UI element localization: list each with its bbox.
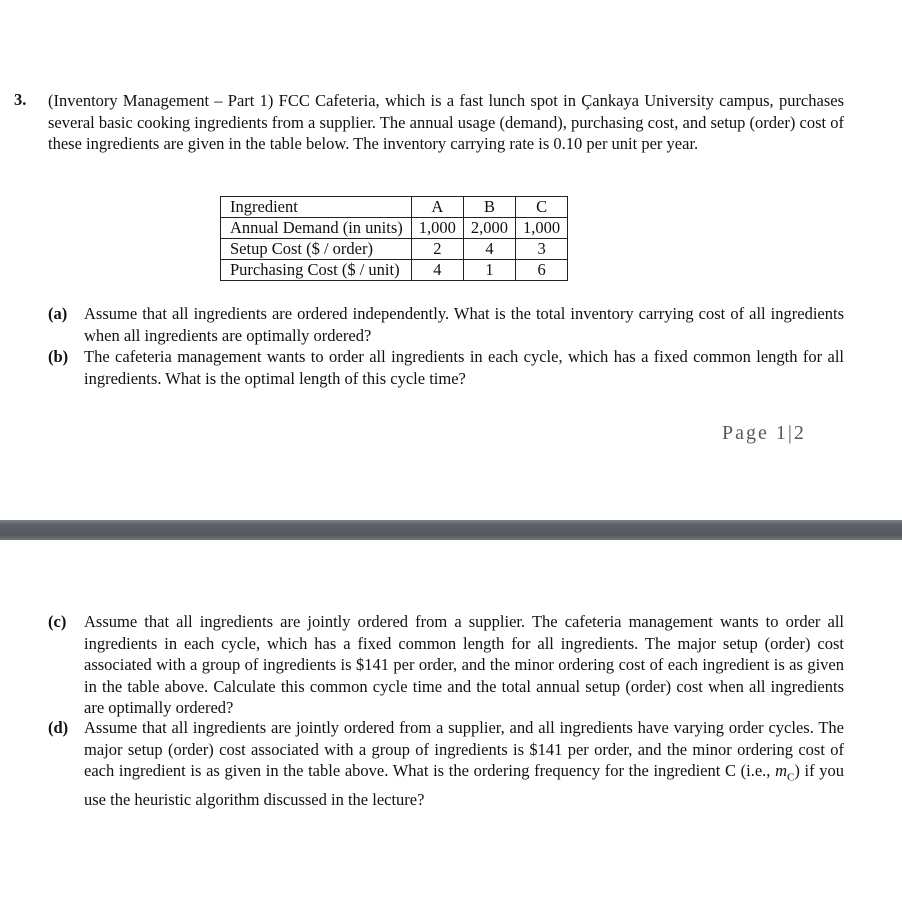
question-number: 3. xyxy=(14,90,27,109)
table-cell: 1 xyxy=(463,260,515,281)
table-cell: 3 xyxy=(516,239,568,260)
ingredient-table xyxy=(220,196,568,281)
part-a-tag: (a) xyxy=(48,304,68,323)
question-intro: (Inventory Management – Part 1) FCC Cafeteria, which is a fast lunch spot in Çankaya University campus, purchases several basic cooking ingredients from a supplier. The annual usage (demand), purchasing cost, and setup (order) cost of these ingredients are given in the table below. The inventory carrying rate is 0.10 per unit per year. xyxy=(48,91,844,153)
table-row xyxy=(221,218,568,239)
table-header-cell: C xyxy=(516,197,568,218)
math-subscript-c: C xyxy=(787,771,795,784)
table-header-cell: A xyxy=(411,197,463,218)
row-label: Purchasing Cost ($ / unit) xyxy=(221,260,412,281)
page-number: Page 1|2 xyxy=(722,422,806,444)
table-cell: 4 xyxy=(411,260,463,281)
part-a xyxy=(48,303,844,346)
part-d-text-after: ) if you use the heuristic algorithm discussed in the lecture? xyxy=(84,761,844,809)
table-cell: 6 xyxy=(516,260,568,281)
part-b-text: The cafeteria management wants to order all ingredients in each cycle, which has a fixed common length for all ingredients. What is the optimal length of this cycle time? xyxy=(84,347,844,388)
table-header-cell: Ingredient xyxy=(221,197,412,218)
table-cell: 2 xyxy=(411,239,463,260)
table-header-row xyxy=(221,197,568,218)
part-b xyxy=(48,346,844,389)
table-row xyxy=(221,260,568,281)
part-d-text xyxy=(84,717,844,810)
table-cell: 4 xyxy=(463,239,515,260)
table-cell: 1,000 xyxy=(516,218,568,239)
part-c-tag: (c) xyxy=(48,612,67,631)
part-a-text: Assume that all ingredients are ordered independently. What is the total inventory carrying cost of all ingredients when all ingredients are optimally ordered? xyxy=(84,304,844,345)
part-d xyxy=(48,717,844,810)
part-d-text-before: Assume that all ingredients are jointly ordered from a supplier, and all ingredients have varying order cycles. The major setup (order) cost associated with a group of ingredients is $141 per order, and the minor ordering cost of each ingredient is as given in the table above. What is the ordering frequency for the ingredient C (i.e., xyxy=(84,718,844,780)
row-label: Setup Cost ($ / order) xyxy=(221,239,412,260)
part-d-tag: (d) xyxy=(48,718,69,737)
page-separator xyxy=(0,520,902,540)
math-symbol-m: m xyxy=(775,761,788,780)
table-cell: 2,000 xyxy=(463,218,515,239)
table-row xyxy=(221,239,568,260)
row-label: Annual Demand (in units) xyxy=(221,218,412,239)
table-header-cell: B xyxy=(463,197,515,218)
part-c xyxy=(48,611,844,719)
part-c-text: Assume that all ingredients are jointly ordered from a supplier. The cafeteria management wants to order all ingredients in each cycle, which has a fixed common length for all ingredients. The major setup (order) cost associated with a group of ingredients is $141 per order, and the minor ordering cost of each ingredient is as given in the table above. Calculate this common cycle time and the total annual setup (order) cost when all ingredients are optimally ordered? xyxy=(84,612,844,717)
part-b-tag: (b) xyxy=(48,347,69,366)
table-cell: 1,000 xyxy=(411,218,463,239)
